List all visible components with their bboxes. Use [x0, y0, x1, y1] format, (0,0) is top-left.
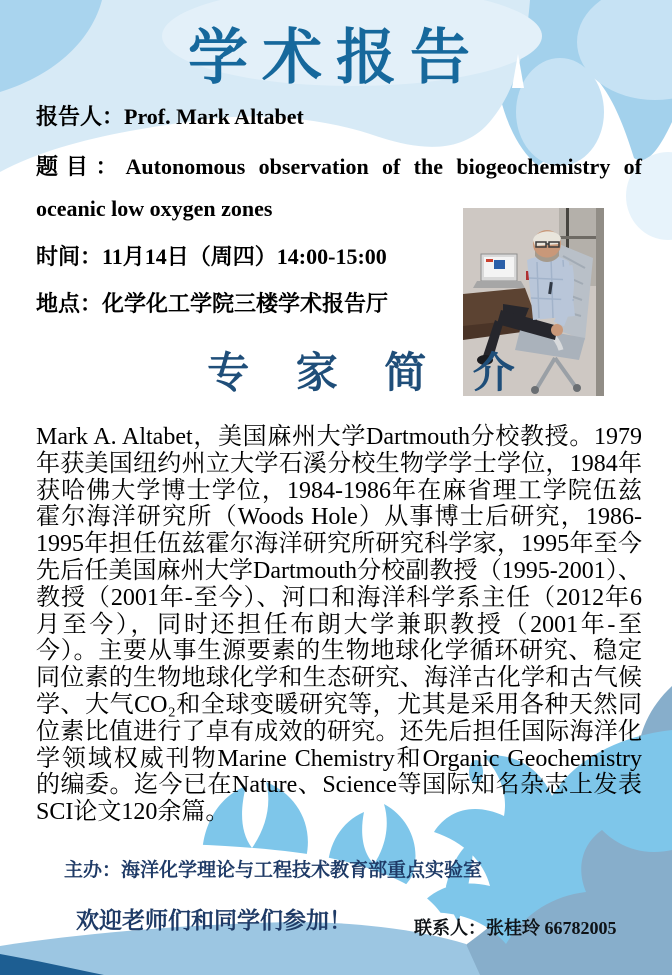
topic-line-2: oceanic low oxygen zones [36, 196, 273, 221]
topic-line-1: 题目：Autonomous observation of the biogeochemistry of [36, 154, 642, 179]
contact-line: 联系人：张桂玲 66782005 [414, 918, 617, 938]
welcome-line: 欢迎老师们和同学们参加！ [76, 908, 352, 933]
bio-heading: 专 家 简 介 [207, 351, 533, 397]
speaker-line: 报告人：Prof. Mark Altabet [36, 104, 304, 129]
organizer-line: 主办：海洋化学理论与工程技术教育部重点实验室 [64, 860, 483, 881]
poster-title: 学术报告 [188, 25, 484, 91]
venue-line: 地点：化学化工学院三楼学术报告厅 [36, 291, 389, 316]
bio-paragraph: Mark A. Altabet，美国麻州大学Dartmouth分校教授。1979年获美国纽约州立大学石溪分校生物学学士学位，1984年获哈佛大学博士学位，1984-1986年在麻省理工学院伍兹霍尔海洋研究所（Woods Hole）从事博士后研究，1986-1995年担任伍兹霍尔海洋研究所研究科学家，1995年至今先后任美国麻州大学Dartmouth分校副教授（1995-2001）、教授（2001年-至今）、河口和海洋科学系主任（2012年6月至今），同时还担任布朗大学兼职教授（2001年-至今）。主要从事生源要素的生物地球化学循环研究、稳定同位素的生物地球化学和生态研究、海洋古化学和古气候学、大气CO₂和全球变暖研究等，尤其是采用各种天然同位素比值进行了卓有成效的研究。还先后担任国际海洋化学领域权威刊物Marine Chemistry和Organic Geochemistry的编委。迄今已在Nature、Science等国际知名杂志上发表SCI论文120余篇。 [36, 424, 642, 826]
time-line: 时间：11月14日（周四）14:00-15:00 [36, 244, 387, 269]
